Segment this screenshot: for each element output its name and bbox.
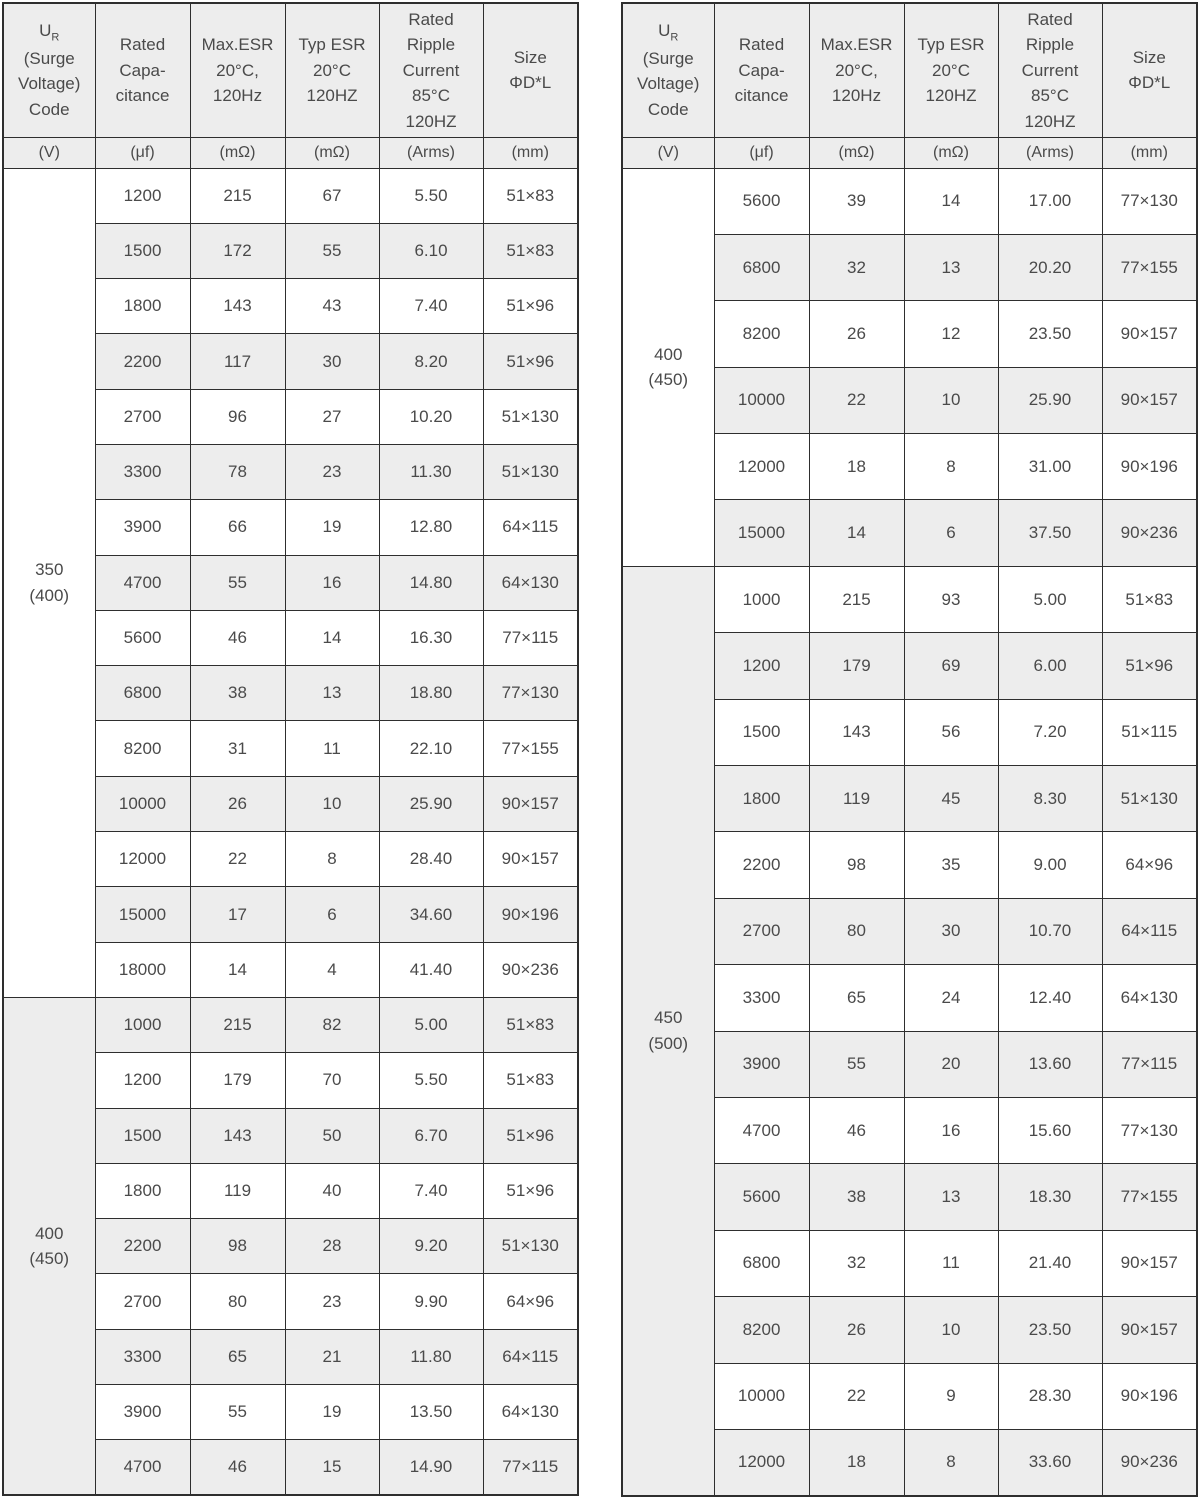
cell-rated-capacitance: 12000: [95, 832, 190, 887]
cell-rated-capacitance: 10000: [95, 776, 190, 831]
column-header-max-esr: Max.ESR 20°C, 120Hz: [809, 3, 904, 137]
cell-max-esr: 14: [809, 500, 904, 566]
cell-max-esr: 32: [809, 234, 904, 300]
cell-max-esr: 55: [809, 1031, 904, 1097]
unit-surge-voltage-code: (V): [3, 137, 95, 168]
unit-typ-esr: (mΩ): [285, 137, 379, 168]
cell-size: 90×157: [1102, 1297, 1197, 1363]
cell-rated-capacitance: 6800: [95, 666, 190, 721]
cell-max-esr: 98: [809, 832, 904, 898]
cell-rated-capacitance: 3300: [714, 965, 809, 1031]
cell-typ-esr: 10: [904, 367, 998, 433]
cell-rated-capacitance: 8200: [714, 301, 809, 367]
cell-typ-esr: 14: [904, 168, 998, 234]
cell-typ-esr: 69: [904, 633, 998, 699]
units-row: [3, 137, 578, 168]
cell-size: 90×236: [1102, 1429, 1197, 1495]
cell-size: 77×155: [1102, 234, 1197, 300]
column-header-size: Size ΦD*L: [1102, 3, 1197, 137]
cell-size: 51×83: [483, 223, 578, 278]
cell-size: 51×96: [1102, 633, 1197, 699]
cell-max-esr: 78: [190, 444, 285, 499]
cell-rated-ripple-current: 17.00: [998, 168, 1102, 234]
cell-max-esr: 14: [190, 942, 285, 997]
voltage-group-label: 400 (450): [622, 168, 714, 566]
cell-size: 51×83: [483, 997, 578, 1052]
cell-rated-ripple-current: 6.70: [379, 1108, 483, 1163]
cell-typ-esr: 70: [285, 1053, 379, 1108]
cell-rated-ripple-current: 15.60: [998, 1097, 1102, 1163]
cell-rated-ripple-current: 11.80: [379, 1329, 483, 1384]
cell-size: 90×157: [483, 832, 578, 887]
cell-rated-capacitance: 1000: [714, 566, 809, 632]
cell-typ-esr: 11: [904, 1230, 998, 1296]
cell-max-esr: 39: [809, 168, 904, 234]
cell-rated-capacitance: 2200: [714, 832, 809, 898]
cell-rated-ripple-current: 18.30: [998, 1164, 1102, 1230]
cell-typ-esr: 20: [904, 1031, 998, 1097]
cell-rated-capacitance: 5600: [95, 610, 190, 665]
cell-size: 90×157: [1102, 301, 1197, 367]
cell-typ-esr: 21: [285, 1329, 379, 1384]
cell-rated-capacitance: 1000: [95, 997, 190, 1052]
cell-typ-esr: 8: [904, 434, 998, 500]
cell-size: 64×115: [1102, 898, 1197, 964]
cell-typ-esr: 6: [285, 887, 379, 942]
cell-rated-ripple-current: 9.20: [379, 1219, 483, 1274]
cell-typ-esr: 45: [904, 766, 998, 832]
cell-rated-ripple-current: 10.20: [379, 389, 483, 444]
cell-max-esr: 26: [809, 301, 904, 367]
cell-size: 51×83: [483, 168, 578, 223]
cell-typ-esr: 55: [285, 223, 379, 278]
table-row: [3, 168, 578, 223]
cell-rated-ripple-current: 20.20: [998, 234, 1102, 300]
spec-table-right: [621, 2, 1198, 1497]
cell-rated-capacitance: 12000: [714, 1429, 809, 1495]
cell-rated-capacitance: 3900: [95, 1385, 190, 1440]
cell-rated-ripple-current: 8.20: [379, 334, 483, 389]
cell-rated-capacitance: 18000: [95, 942, 190, 997]
cell-rated-capacitance: 6800: [714, 1230, 809, 1296]
cell-typ-esr: 9: [904, 1363, 998, 1429]
cell-max-esr: 38: [190, 666, 285, 721]
cell-max-esr: 80: [190, 1274, 285, 1329]
cell-rated-ripple-current: 25.90: [379, 776, 483, 831]
cell-rated-capacitance: 15000: [95, 887, 190, 942]
cell-typ-esr: 30: [904, 898, 998, 964]
cell-rated-capacitance: 10000: [714, 367, 809, 433]
cell-max-esr: 46: [809, 1097, 904, 1163]
cell-max-esr: 31: [190, 721, 285, 776]
cell-size: 77×130: [483, 666, 578, 721]
voltage-group-label: 400 (450): [3, 997, 95, 1495]
cell-rated-capacitance: 1500: [714, 699, 809, 765]
cell-size: 51×96: [483, 1163, 578, 1218]
column-header-surge-voltage-code: $U_R$ (Surge Voltage) Code: [622, 3, 714, 137]
cell-typ-esr: 10: [285, 776, 379, 831]
cell-rated-ripple-current: 34.60: [379, 887, 483, 942]
cell-size: 64×115: [483, 1329, 578, 1384]
cell-rated-capacitance: 2200: [95, 334, 190, 389]
cell-size: 90×157: [483, 776, 578, 831]
cell-max-esr: 143: [809, 699, 904, 765]
column-header-rated-capacitance: Rated Capa- citance: [714, 3, 809, 137]
cell-typ-esr: 4: [285, 942, 379, 997]
cell-size: 77×155: [483, 721, 578, 776]
cell-rated-capacitance: 4700: [95, 1440, 190, 1495]
unit-max-esr: (mΩ): [809, 137, 904, 168]
column-header-size: Size ΦD*L: [483, 3, 578, 137]
cell-max-esr: 215: [190, 168, 285, 223]
cell-rated-ripple-current: 23.50: [998, 301, 1102, 367]
cell-size: 51×130: [1102, 766, 1197, 832]
cell-size: 90×196: [1102, 1363, 1197, 1429]
column-header-rated-capacitance: Rated Capa- citance: [95, 3, 190, 137]
cell-rated-capacitance: 2700: [95, 389, 190, 444]
cell-rated-ripple-current: 18.80: [379, 666, 483, 721]
cell-size: 51×83: [1102, 566, 1197, 632]
cell-rated-ripple-current: 31.00: [998, 434, 1102, 500]
cell-size: 51×83: [483, 1053, 578, 1108]
cell-rated-capacitance: 5600: [714, 1164, 809, 1230]
cell-rated-capacitance: 2700: [95, 1274, 190, 1329]
cell-size: 90×236: [483, 942, 578, 997]
cell-rated-ripple-current: 33.60: [998, 1429, 1102, 1495]
cell-typ-esr: 23: [285, 1274, 379, 1329]
cell-rated-ripple-current: 6.00: [998, 633, 1102, 699]
unit-surge-voltage-code: (V): [622, 137, 714, 168]
cell-max-esr: 17: [190, 887, 285, 942]
cell-max-esr: 22: [809, 1363, 904, 1429]
cell-rated-ripple-current: 23.50: [998, 1297, 1102, 1363]
cell-rated-capacitance: 1200: [95, 1053, 190, 1108]
cell-max-esr: 143: [190, 279, 285, 334]
cell-max-esr: 22: [190, 832, 285, 887]
cell-size: 64×115: [483, 500, 578, 555]
cell-max-esr: 46: [190, 1440, 285, 1495]
cell-rated-ripple-current: 22.10: [379, 721, 483, 776]
cell-typ-esr: 16: [904, 1097, 998, 1163]
cell-size: 77×130: [1102, 168, 1197, 234]
cell-typ-esr: 43: [285, 279, 379, 334]
cell-typ-esr: 27: [285, 389, 379, 444]
spec-table-right-container: [621, 2, 1198, 1493]
cell-size: 90×236: [1102, 500, 1197, 566]
units-row: [622, 137, 1197, 168]
cell-typ-esr: 50: [285, 1108, 379, 1163]
table-row: [622, 168, 1197, 234]
cell-max-esr: 119: [809, 766, 904, 832]
table-row: [622, 566, 1197, 632]
cell-size: 77×115: [483, 1440, 578, 1495]
column-header-surge-voltage-code: $U_R$ (Surge Voltage) Code: [3, 3, 95, 137]
cell-typ-esr: 6: [904, 500, 998, 566]
cell-size: 64×130: [483, 1385, 578, 1440]
cell-max-esr: 98: [190, 1219, 285, 1274]
cell-max-esr: 66: [190, 500, 285, 555]
cell-typ-esr: 82: [285, 997, 379, 1052]
cell-size: 51×96: [483, 279, 578, 334]
column-header-rated-ripple-current: Rated Ripple Current 85°C 120HZ: [998, 3, 1102, 137]
cell-typ-esr: 15: [285, 1440, 379, 1495]
cell-rated-ripple-current: 5.00: [998, 566, 1102, 632]
unit-rated-capacitance: (μf): [714, 137, 809, 168]
cell-typ-esr: 23: [285, 444, 379, 499]
cell-rated-ripple-current: 28.40: [379, 832, 483, 887]
cell-rated-ripple-current: 7.40: [379, 279, 483, 334]
cell-max-esr: 65: [809, 965, 904, 1031]
cell-size: 90×157: [1102, 367, 1197, 433]
cell-rated-ripple-current: 21.40: [998, 1230, 1102, 1296]
cell-max-esr: 215: [809, 566, 904, 632]
cell-max-esr: 143: [190, 1108, 285, 1163]
cell-rated-capacitance: 4700: [95, 555, 190, 610]
cell-rated-capacitance: 6800: [714, 234, 809, 300]
cell-max-esr: 65: [190, 1329, 285, 1384]
cell-size: 51×130: [483, 1219, 578, 1274]
voltage-group-label: 450 (500): [622, 566, 714, 1495]
column-header-max-esr: Max.ESR 20°C, 120Hz: [190, 3, 285, 137]
cell-max-esr: 22: [809, 367, 904, 433]
cell-typ-esr: 19: [285, 500, 379, 555]
cell-rated-ripple-current: 11.30: [379, 444, 483, 499]
cell-rated-capacitance: 5600: [714, 168, 809, 234]
cell-max-esr: 38: [809, 1164, 904, 1230]
cell-max-esr: 55: [190, 1385, 285, 1440]
cell-size: 64×96: [483, 1274, 578, 1329]
cell-typ-esr: 19: [285, 1385, 379, 1440]
cell-typ-esr: 28: [285, 1219, 379, 1274]
cell-max-esr: 55: [190, 555, 285, 610]
cell-size: 51×130: [483, 389, 578, 444]
cell-rated-ripple-current: 8.30: [998, 766, 1102, 832]
column-header-typ-esr: Typ ESR 20°C 120HZ: [285, 3, 379, 137]
cell-rated-capacitance: 3900: [714, 1031, 809, 1097]
cell-max-esr: 46: [190, 610, 285, 665]
cell-rated-ripple-current: 25.90: [998, 367, 1102, 433]
cell-max-esr: 172: [190, 223, 285, 278]
cell-rated-ripple-current: 14.80: [379, 555, 483, 610]
cell-typ-esr: 16: [285, 555, 379, 610]
cell-max-esr: 117: [190, 334, 285, 389]
unit-rated-capacitance: (μf): [95, 137, 190, 168]
cell-rated-capacitance: 2700: [714, 898, 809, 964]
spec-table-left: [2, 2, 579, 1496]
cell-rated-ripple-current: 13.50: [379, 1385, 483, 1440]
cell-rated-capacitance: 10000: [714, 1363, 809, 1429]
cell-rated-ripple-current: 16.30: [379, 610, 483, 665]
cell-size: 90×157: [1102, 1230, 1197, 1296]
cell-max-esr: 215: [190, 997, 285, 1052]
unit-typ-esr: (mΩ): [904, 137, 998, 168]
cell-rated-capacitance: 4700: [714, 1097, 809, 1163]
cell-typ-esr: 67: [285, 168, 379, 223]
cell-typ-esr: 93: [904, 566, 998, 632]
cell-size: 77×130: [1102, 1097, 1197, 1163]
unit-size: (mm): [1102, 137, 1197, 168]
cell-size: 51×96: [483, 1108, 578, 1163]
unit-rated-ripple-current: (Arms): [998, 137, 1102, 168]
cell-max-esr: 179: [809, 633, 904, 699]
table-row: [3, 997, 578, 1052]
cell-rated-ripple-current: 12.80: [379, 500, 483, 555]
voltage-group-label: 350 (400): [3, 168, 95, 997]
cell-rated-capacitance: 1500: [95, 1108, 190, 1163]
cell-size: 77×155: [1102, 1164, 1197, 1230]
cell-size: 90×196: [1102, 434, 1197, 500]
cell-typ-esr: 30: [285, 334, 379, 389]
cell-max-esr: 26: [190, 776, 285, 831]
cell-size: 77×115: [483, 610, 578, 665]
cell-typ-esr: 13: [904, 234, 998, 300]
header-row: [3, 3, 578, 137]
cell-typ-esr: 8: [904, 1429, 998, 1495]
cell-rated-ripple-current: 6.10: [379, 223, 483, 278]
cell-rated-ripple-current: 12.40: [998, 965, 1102, 1031]
cell-rated-ripple-current: 41.40: [379, 942, 483, 997]
cell-rated-ripple-current: 13.60: [998, 1031, 1102, 1097]
cell-rated-capacitance: 1800: [95, 1163, 190, 1218]
cell-rated-ripple-current: 10.70: [998, 898, 1102, 964]
cell-typ-esr: 56: [904, 699, 998, 765]
cell-size: 51×130: [483, 444, 578, 499]
cell-max-esr: 119: [190, 1163, 285, 1218]
cell-size: 77×115: [1102, 1031, 1197, 1097]
unit-max-esr: (mΩ): [190, 137, 285, 168]
cell-rated-capacitance: 1800: [714, 766, 809, 832]
cell-rated-ripple-current: 37.50: [998, 500, 1102, 566]
cell-max-esr: 18: [809, 434, 904, 500]
cell-typ-esr: 8: [285, 832, 379, 887]
unit-size: (mm): [483, 137, 578, 168]
cell-size: 90×196: [483, 887, 578, 942]
cell-typ-esr: 10: [904, 1297, 998, 1363]
cell-rated-ripple-current: 5.50: [379, 1053, 483, 1108]
cell-max-esr: 96: [190, 389, 285, 444]
cell-size: 64×96: [1102, 832, 1197, 898]
cell-rated-ripple-current: 7.40: [379, 1163, 483, 1218]
cell-typ-esr: 40: [285, 1163, 379, 1218]
spec-table-left-container: [2, 2, 579, 1493]
cell-max-esr: 18: [809, 1429, 904, 1495]
cell-size: 51×115: [1102, 699, 1197, 765]
header-row: [622, 3, 1197, 137]
cell-typ-esr: 13: [285, 666, 379, 721]
cell-rated-ripple-current: 28.30: [998, 1363, 1102, 1429]
cell-typ-esr: 11: [285, 721, 379, 776]
cell-rated-capacitance: 12000: [714, 434, 809, 500]
cell-typ-esr: 24: [904, 965, 998, 1031]
cell-max-esr: 179: [190, 1053, 285, 1108]
cell-rated-capacitance: 15000: [714, 500, 809, 566]
cell-rated-capacitance: 1200: [714, 633, 809, 699]
unit-rated-ripple-current: (Arms): [379, 137, 483, 168]
cell-rated-ripple-current: 5.00: [379, 997, 483, 1052]
column-header-rated-ripple-current: Rated Ripple Current 85°C 120HZ: [379, 3, 483, 137]
cell-rated-capacitance: 8200: [95, 721, 190, 776]
cell-rated-capacitance: 1800: [95, 279, 190, 334]
cell-rated-capacitance: 2200: [95, 1219, 190, 1274]
column-header-typ-esr: Typ ESR 20°C 120HZ: [904, 3, 998, 137]
cell-size: 64×130: [1102, 965, 1197, 1031]
cell-max-esr: 26: [809, 1297, 904, 1363]
cell-rated-ripple-current: 14.90: [379, 1440, 483, 1495]
cell-rated-capacitance: 3300: [95, 444, 190, 499]
cell-rated-capacitance: 1500: [95, 223, 190, 278]
cell-typ-esr: 35: [904, 832, 998, 898]
cell-rated-ripple-current: 5.50: [379, 168, 483, 223]
cell-max-esr: 80: [809, 898, 904, 964]
cell-rated-ripple-current: 7.20: [998, 699, 1102, 765]
cell-rated-capacitance: 8200: [714, 1297, 809, 1363]
cell-rated-capacitance: 3300: [95, 1329, 190, 1384]
cell-max-esr: 32: [809, 1230, 904, 1296]
cell-size: 51×96: [483, 334, 578, 389]
cell-rated-ripple-current: 9.90: [379, 1274, 483, 1329]
cell-typ-esr: 14: [285, 610, 379, 665]
cell-typ-esr: 12: [904, 301, 998, 367]
cell-rated-capacitance: 1200: [95, 168, 190, 223]
cell-rated-ripple-current: 9.00: [998, 832, 1102, 898]
cell-rated-capacitance: 3900: [95, 500, 190, 555]
cell-size: 64×130: [483, 555, 578, 610]
cell-typ-esr: 13: [904, 1164, 998, 1230]
